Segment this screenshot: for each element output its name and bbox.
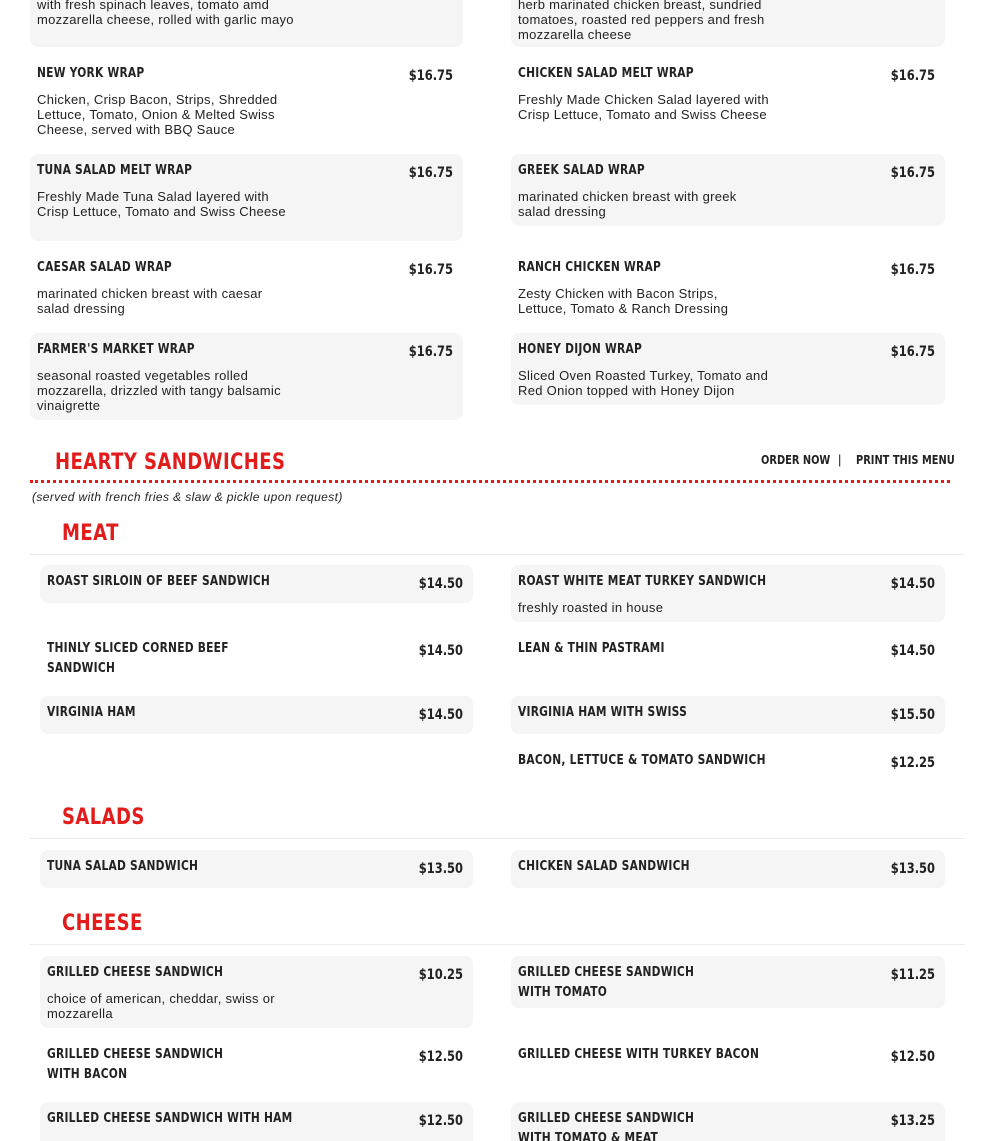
menu-item-price: $12.50 bbox=[890, 1049, 935, 1065]
menu-item-price: $14.50 bbox=[418, 707, 463, 723]
menu-item-price: $16.75 bbox=[408, 68, 453, 84]
menu-item-name[interactable]: CAESAR SALAD WRAP bbox=[37, 260, 172, 275]
menu-item-name[interactable]: GRILLED CHEESE SANDWICH WITH HAM bbox=[47, 1111, 293, 1126]
menu-item-price: $13.25 bbox=[890, 1113, 935, 1129]
print-menu-link[interactable]: PRINT THIS MENU bbox=[856, 453, 955, 467]
menu-item-price: $16.75 bbox=[408, 165, 453, 181]
menu-item-name[interactable]: ROAST WHITE MEAT TURKEY SANDWICH bbox=[518, 574, 767, 589]
menu-item-description: Chicken, Crisp Bacon, Strips, Shredded Lettuce, Tomato, Onion & Melted Swiss Cheese, served with BBQ Sauce bbox=[37, 92, 278, 137]
section-title: HEARTY SANDWICHES bbox=[55, 450, 286, 475]
menu-item-name[interactable]: THINLY SLICED CORNED BEEF SANDWICH bbox=[47, 641, 229, 676]
menu-item-description: Freshly Made Tuna Salad layered with Crisp Lettuce, Tomato and Swiss Cheese bbox=[37, 189, 286, 219]
menu-item-price: $14.50 bbox=[890, 643, 935, 659]
menu-item-description: choice of american, cheddar, swiss or mozzarella bbox=[47, 991, 275, 1021]
menu-item-name[interactable]: GRILLED CHEESE SANDWICH WITH TOMATO & MEAT bbox=[518, 1111, 695, 1141]
menu-item-description: herb marinated chicken breast, sundried tomatoes, roasted red peppers and fresh mozzarella cheese bbox=[518, 0, 765, 42]
menu-item-price: $12.25 bbox=[890, 755, 935, 771]
menu-item-name[interactable]: GRILLED CHEESE SANDWICH bbox=[47, 965, 224, 980]
menu-item-description: with fresh spinach leaves, tomato amd mozzarella cheese, rolled with garlic mayo bbox=[37, 0, 294, 27]
menu-item-price: $16.75 bbox=[890, 344, 935, 360]
menu-item-price: $11.25 bbox=[890, 967, 935, 983]
subsection-divider bbox=[30, 944, 965, 945]
menu-item-price: $10.25 bbox=[418, 967, 463, 983]
menu-item-description: seasonal roasted vegetables rolled mozzarella, drizzled with tangy balsamic vinaigrette bbox=[37, 368, 281, 413]
subsection-divider bbox=[30, 838, 965, 839]
menu-item-description: freshly roasted in house bbox=[518, 600, 664, 615]
subsection-title-salads: SALADS bbox=[62, 805, 145, 830]
order-now-link[interactable]: ORDER NOW bbox=[761, 453, 831, 467]
menu-item-name[interactable]: BACON, LETTUCE & TOMATO SANDWICH bbox=[518, 753, 766, 768]
menu-item-description: marinated chicken breast with greek salad dressing bbox=[518, 189, 737, 219]
menu-item-price: $16.75 bbox=[408, 344, 453, 360]
menu-item-description: Zesty Chicken with Bacon Strips, Lettuce, Tomato & Ranch Dressing bbox=[518, 286, 729, 316]
menu-item-price: $13.50 bbox=[418, 861, 463, 877]
menu-item-description: marinated chicken breast with caesar salad dressing bbox=[37, 286, 263, 316]
menu-item-name[interactable]: HONEY DIJON WRAP bbox=[518, 342, 643, 357]
menu-item-price: $16.75 bbox=[408, 262, 453, 278]
menu-item-name[interactable]: RANCH CHICKEN WRAP bbox=[518, 260, 662, 275]
menu-item-name[interactable]: NEW YORK WRAP bbox=[37, 66, 145, 81]
menu-item-price: $15.50 bbox=[890, 707, 935, 723]
menu-item-price: $12.50 bbox=[418, 1113, 463, 1129]
menu-item-name[interactable]: TUNA SALAD MELT WRAP bbox=[37, 163, 193, 178]
menu-item-name[interactable]: CHICKEN SALAD SANDWICH bbox=[518, 859, 690, 874]
menu-item-price: $12.50 bbox=[418, 1049, 463, 1065]
menu-item-description: Freshly Made Chicken Salad layered with Crisp Lettuce, Tomato and Swiss Cheese bbox=[518, 92, 769, 122]
menu-item-name[interactable]: GRILLED CHEESE SANDWICH WITH BACON bbox=[47, 1047, 224, 1082]
menu-item-name[interactable]: ROAST SIRLOIN OF BEEF SANDWICH bbox=[47, 574, 271, 589]
menu-item-price: $14.50 bbox=[418, 643, 463, 659]
menu-item-price: $16.75 bbox=[890, 68, 935, 84]
menu-item-name[interactable]: GRILLED CHEESE WITH TURKEY BACON bbox=[518, 1047, 760, 1062]
menu-item-name[interactable]: VIRGINIA HAM WITH SWISS bbox=[518, 705, 688, 720]
section-divider bbox=[30, 480, 950, 483]
menu-item-price: $14.50 bbox=[890, 576, 935, 592]
menu-item-price: $13.50 bbox=[890, 861, 935, 877]
menu-item-description: Sliced Oven Roasted Turkey, Tomato and Red Onion topped with Honey Dijon bbox=[518, 368, 769, 398]
menu-item-name[interactable]: GREEK SALAD WRAP bbox=[518, 163, 645, 178]
menu-item-name[interactable]: FARMER'S MARKET WRAP bbox=[37, 342, 195, 357]
subsection-title-meat: MEAT bbox=[62, 521, 119, 546]
menu-item-name[interactable]: LEAN & THIN PASTRAMI bbox=[518, 641, 665, 656]
menu-item-name[interactable]: TUNA SALAD SANDWICH bbox=[47, 859, 199, 874]
link-separator: | bbox=[838, 452, 842, 467]
subsection-title-cheese: CHEESE bbox=[62, 911, 143, 936]
menu-item-price: $16.75 bbox=[890, 165, 935, 181]
menu-item-name[interactable]: GRILLED CHEESE SANDWICH WITH TOMATO bbox=[518, 965, 695, 1000]
subsection-divider bbox=[30, 554, 965, 555]
menu-item-price: $16.75 bbox=[890, 262, 935, 278]
menu-item-price: $14.50 bbox=[418, 576, 463, 592]
menu-item-name[interactable]: CHICKEN SALAD MELT WRAP bbox=[518, 66, 694, 81]
menu-item-name[interactable]: VIRGINIA HAM bbox=[47, 705, 136, 720]
section-note: (served with french fries & slaw & pickle upon request) bbox=[32, 490, 343, 504]
